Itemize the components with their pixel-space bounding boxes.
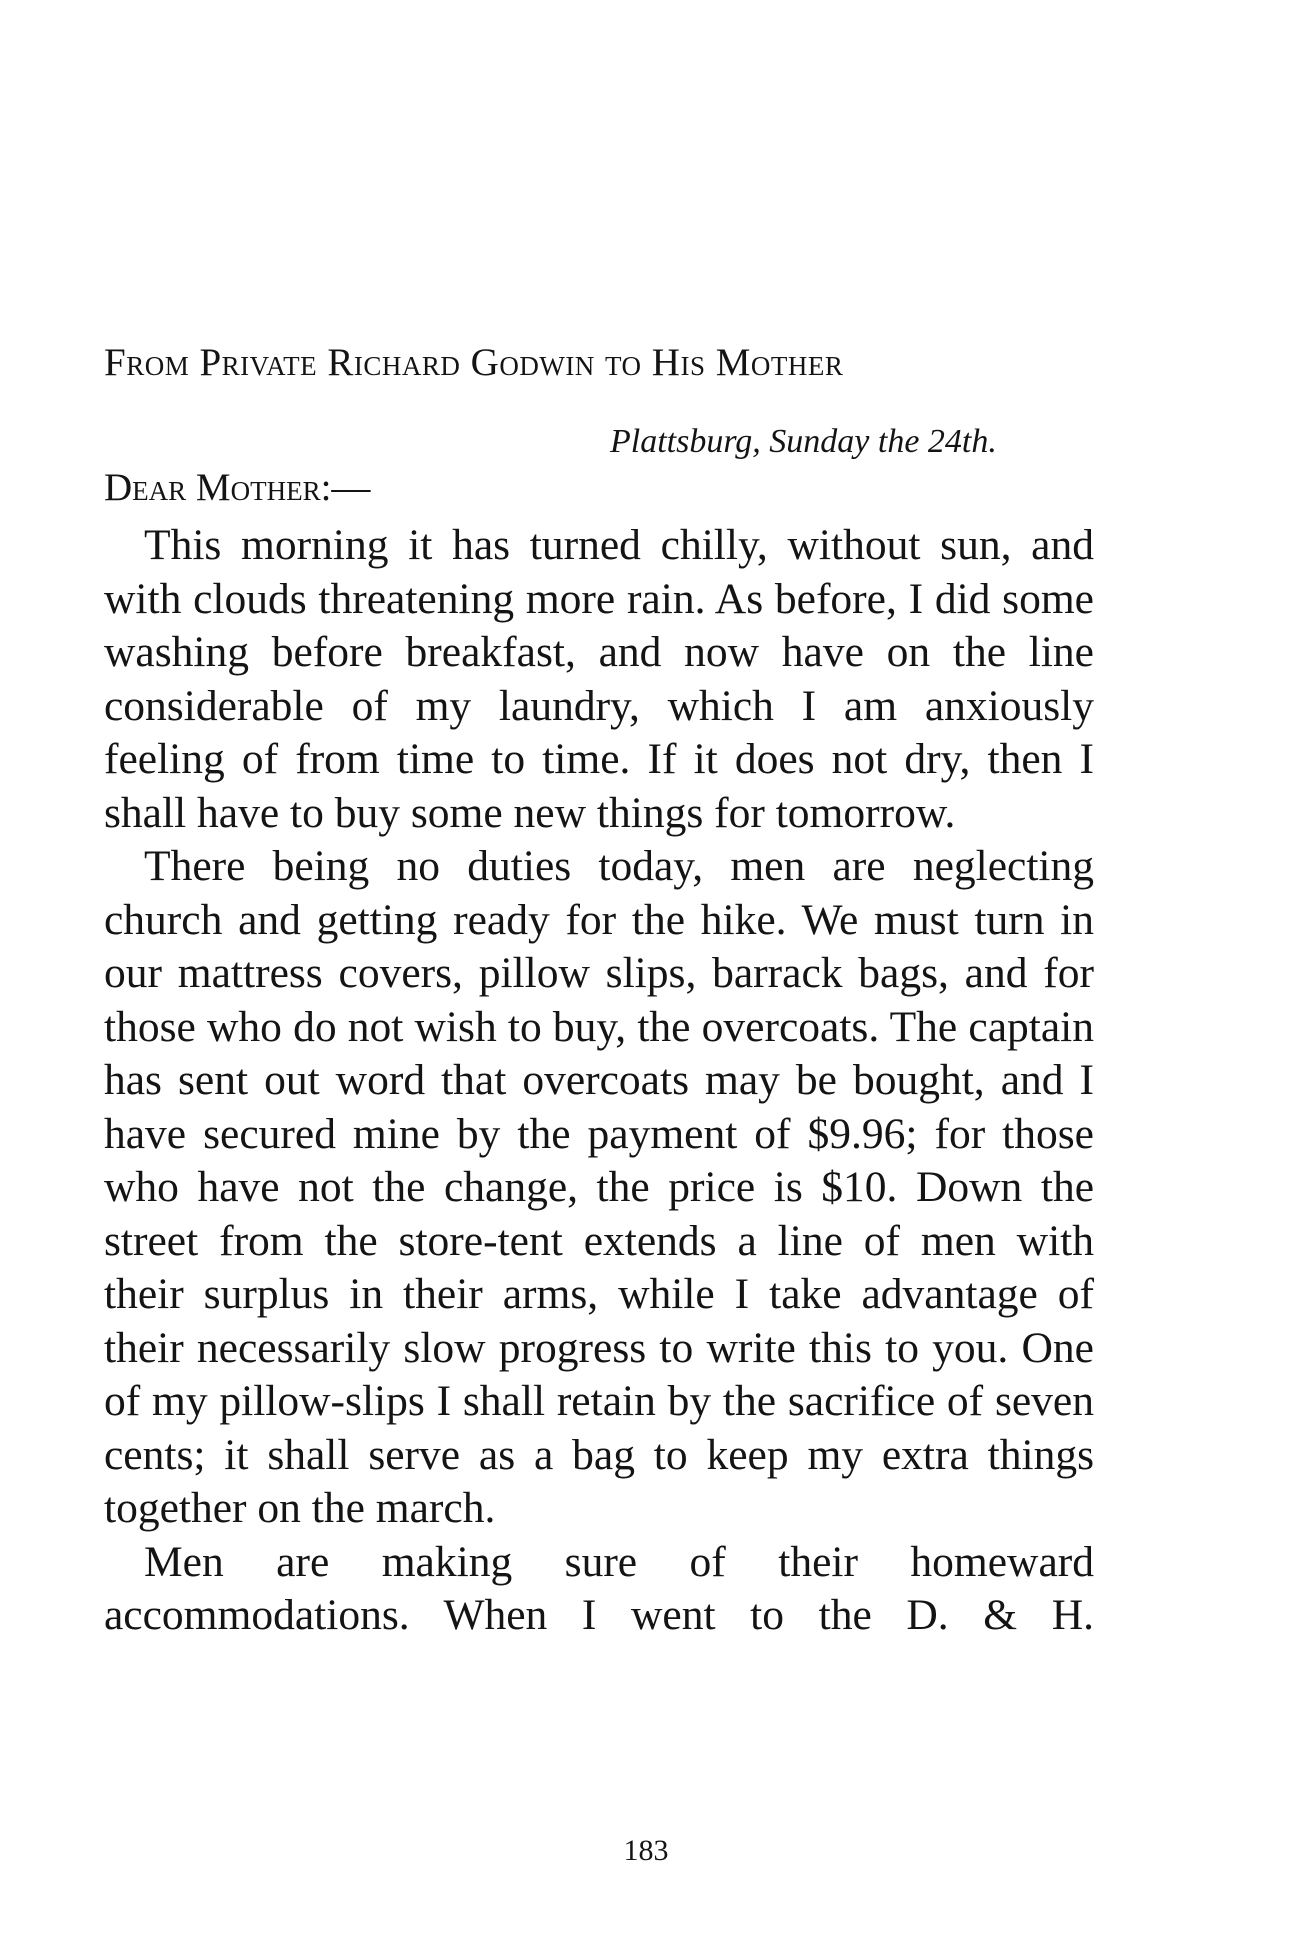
paragraph-2: There being no duties today, men are neglecting church and getting ready for the hike. We must turn in our mattress covers, pillow slips, barrack bags, and for those who do not wish to buy, the overcoats. The captain has sent out word that overcoats may be bought, and I have secured mine by the payment of $9.96; for those who have not the change, the price is $10. Down the street from the store-tent extends a line of men with their surplus in their arms, while I take advantage of their necessarily slow progress to write this to you. One of my pillow-slips I shall retain by the sacrifice of seven cents; it shall serve as a bag to keep my extra things together on the march. [104,842,1094,1532]
letter-heading: From Private Richard Godwin to His Mother [104,341,844,384]
paragraph-1: This morning it has turned chilly, without sun, and with clouds threatening more rain. As before, I did some washing before breakfast, and now have on the line considerable of my laundry, which I am anxiously feeling of from time to time. If it does not dry, then I shall have to buy some new things for tomorrow. [104,521,1094,837]
letter-dateline: Plattsburg, Sunday the 24th. [610,423,997,460]
letter-body [104,519,1094,1643]
page-number: 183 [623,1834,669,1867]
paragraph-3: Men are making sure of their homeward accommodations. When I went to the D. & H. [104,1537,1094,1639]
letter-salutation: Dear Mother:— [104,466,371,509]
